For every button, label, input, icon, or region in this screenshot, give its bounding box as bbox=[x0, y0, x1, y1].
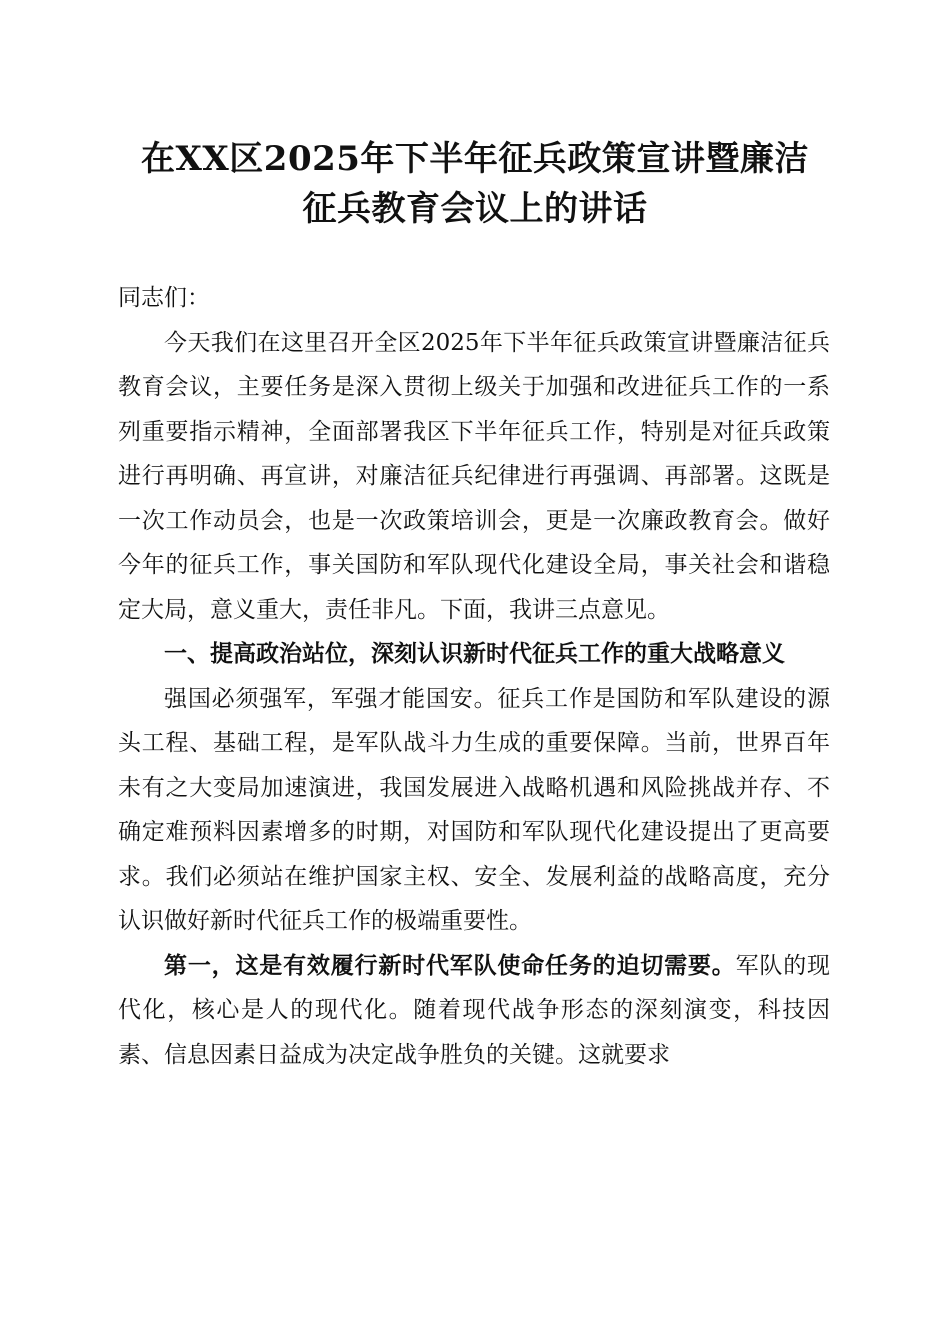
document-title bbox=[118, 134, 832, 234]
point-1-lead: 第一，这是有效履行新时代军队使命任务的迫切需要。 bbox=[164, 951, 736, 979]
point-1-paragraph bbox=[118, 944, 830, 1078]
section-1-heading: 一、提高政治站位，深刻认识新时代征兵工作的重大战略意义 bbox=[164, 641, 785, 667]
title-line-2: 征兵教育会议上的讲话 bbox=[302, 189, 648, 229]
title-line-1: 在XX区2025年下半年征兵政策宣讲暨廉洁 bbox=[141, 139, 809, 179]
section-1-paragraph: 强国必须强军，军强才能国安。征兵工作是国防和军队建设的源头工程、基础工程，是军队战斗力生成的重要保障。当前，世界百年未有之大变局加速演进，我国发展进入战略机遇和风险挑战并存、不确定难预料因素增多的时期，对国防和军队现代化建设提出了更高要求。我们必须站在维护国家主权、安全、发展利益的战略高度，充分认识做好新时代征兵工作的极端重要性。 bbox=[118, 685, 830, 934]
point-1-body: 军队的现代化，核心是人的现代化。随着现代战争形态的深刻演变，科技因素、信息因素日益成为决定战争胜负的关键。这就要求 bbox=[118, 952, 831, 1068]
salutation: 同志们： bbox=[118, 285, 210, 311]
document-body bbox=[118, 276, 830, 1077]
intro-paragraph: 今天我们在这里召开全区2025年下半年征兵政策宣讲暨廉洁征兵教育会议，主要任务是深入贯彻上级关于加强和改进征兵工作的一系列重要指示精神，全面部署我区下半年征兵工作，特别是对征兵政策进行再明确、再宣讲，对廉洁征兵纪律进行再强调、再部署。这既是一次工作动员会，也是一次政策培训会，更是一次廉政教育会。做好今年的征兵工作，事关国防和军队现代化建设全局，事关社会和谐稳定大局，意义重大，责任非凡。下面，我讲三点意见。 bbox=[118, 329, 830, 623]
